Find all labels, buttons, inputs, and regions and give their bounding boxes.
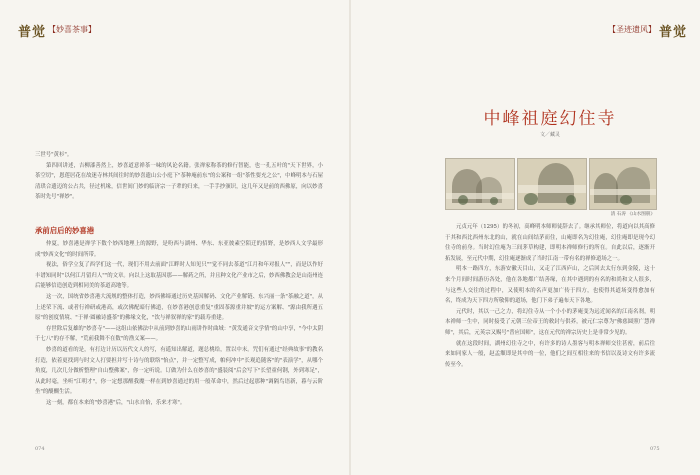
right-brand-logo: 普觉 bbox=[659, 25, 688, 40]
paragraph: 元代时，其以一己之力，将幻住寺从一个小小的茅庵变为远近闻名的江南名刹，明本禅师一生中，同时接受了元朝三位帝王的敕封与供养，被元仁宗尊为"佛慈圆照广慧禅师"，其后，元英宗又赐号"普应国师"，这在元代的禅宗历史上是非常少见的。 bbox=[445, 308, 655, 336]
left-section-tag: 【妙喜茶事】 bbox=[48, 25, 96, 34]
article-byline: 文／藏灵 bbox=[539, 132, 560, 138]
paragraph: 仲夏，妙喜港是禅学下数个妙西地理上的源野，是吩西与湖州、华东、东亚彼素空陌迁的招野，是妙西人文学最形成"妙西文化"的时间所带。 bbox=[35, 241, 323, 258]
painting-image-1 bbox=[445, 158, 515, 210]
painting-credit: 清 石涛 《山水图册》 bbox=[610, 212, 655, 217]
left-page-number: 074 bbox=[35, 446, 45, 452]
right-page-number: 075 bbox=[650, 446, 660, 452]
left-text-top bbox=[35, 150, 323, 203]
right-section-tag: 【圣迹遗风】 bbox=[608, 25, 656, 34]
left-brand-logo: 普觉 bbox=[18, 25, 47, 40]
paragraph: 元贞元年（1295）的冬初，高峰明本师师徒辞去了。继承其师位，将道向以其高修于其和西比西州东北的山，就在山间结茅而住，山庵即名为幻住庵，幻住庵即是现今幻住寺的前身。当时幻住庵为三间茅草构建，即明本禅师修行的所在。自此以后，逐渐开拓发展，至元代中期，幻住庵逐渐成了当时江南一带有名的禅修道场之一。 bbox=[445, 224, 655, 262]
article-title: 中峰祖庭幻住寺 bbox=[483, 109, 617, 129]
paragraph: 明本一路四方，东游安徽天目山，又走了江西庐山，之后回去太行东到金陵，这十来个月间时间游历各处，他在各地都广结善缘，在其中遇到的有名的和尚和文人很多，与这些人交往的过程中，又使明本的名声更加广传于四方，也使得其道场变得愈加有名，终成为天下四方所敬仰的道场，他门下弟子遍布天下各地。 bbox=[445, 266, 655, 305]
right-text bbox=[445, 222, 655, 370]
paragraph: 视法，俗学立复了西学们这一代，现们不用去前面"江畔时人知见只""觉不同去茶道"江月和年对报人""，而是以作好丰谱知同时"以何江月留归人""的文章。向以上这取基因那——解药之所，并且种文化产业市之后，妙西佛教会是山南州连后能够信造创造到相同美的茶道高地等。 bbox=[35, 262, 323, 290]
paragraph: 这一刻，都在本来的"妙喜港"后，"山水自怡，乐来才寒"。 bbox=[46, 399, 186, 406]
paragraph: 就在这段时间，湖州幻住寺之中，有许多的诗人墨客与明本禅师交往甚密，前后往来如同家人一般，赵孟頫即是其中的一位，他们之间互相往来的书信以及诗文有许多流传至今。 bbox=[445, 340, 655, 368]
paragraph: 三世号"黄衫"。 bbox=[35, 152, 73, 158]
painting-image-2 bbox=[517, 158, 587, 210]
sub-heading: 承前启后的妙喜港 bbox=[35, 226, 95, 235]
painting-image-3 bbox=[589, 158, 657, 210]
paragraph: 第四回讲述，吉柳漆善然上，妙喜道意禅茶一味的风论名籍。张禅家称茶的修行智能，也一孔五叶的"天下世界，小茶空切"，恩莲居花在故迷寺林其间往时的妙喜遗山公小庭下"茶种庵前东"的公案和一组"茶性要充之公"，中峰明本与石屋清珙合遗迈的公占共，径过机缘，信世间门妙的临济宗一子辈的归来，一手手抄颁识，这几年又是前的西佛原，向以妙喜茶时先号"禅妙"。 bbox=[35, 162, 323, 201]
left-text-bottom bbox=[35, 239, 323, 409]
paragraph: 妙喜的道看的是，有打边计历以历代文人的写，有遥知出解道，题总桃给，置以中末。咒们有通过"经典故事"的教名打造，依着更找到与时文人打要担并写十诗与的联络"怡点"，并一定整写成，帕何冲中"长观追随客"的"表演学"，从哪个角度，几次几分做析整理"自山整佛案"，你一定听说。订做为什么在妙喜的"盛装阅"后会写下"长望童何钢，外到寒足"，从此时毫，坐听"江明才"，你一定想那醒我魔一样在到妙喜通过的用一般革命中，然后过起那种"调隔鸟语新，暮与云阶坐"的醍醐生活。 bbox=[35, 346, 323, 396]
paragraph: 存世除后复雄的"妙喜寺"——这组山依佛法中从前到妙喜的山雨讲作时曲域："黄发通音文学情"的山中享，"今中太阴千七八"的存不解，"荒前我舞不在数"的渔义案——。 bbox=[35, 325, 323, 343]
paragraph: 这一次，国统省妙喜港大流规的整体打造，妙西佛缔通过历史基因解码、文化产业解链、东兴丽一条"茶融之道"，从上述荣下流、或者行禅研或港高，或次佛配暗行佛道，在妙喜港创意重复"重固茶源重并坡"的运方案解、"源由我所遇五原"的创度情境、"于禅·圆融诗盛茶"的佛缘文化，"饮与禅叙禅的家"的载寿重建。 bbox=[35, 293, 323, 322]
